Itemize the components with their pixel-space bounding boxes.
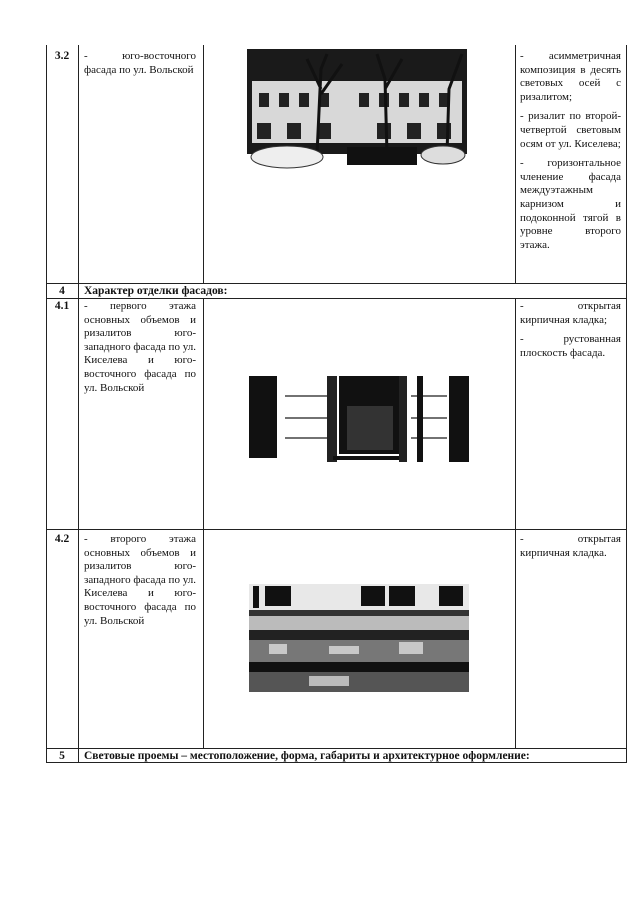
note-item: - ризалит по второй-четвертой световым осям от ул. Киселева;	[520, 110, 621, 150]
note-item: - асимметричная композиция в десять световых осей с ризалитом;	[520, 50, 621, 103]
row-number: 4	[59, 285, 65, 297]
section-heading: Световые проемы – местоположение, форма, габариты и архитектурное оформление:	[84, 750, 530, 762]
row-divider-5	[46, 748, 627, 749]
row-number: 4.1	[54, 300, 70, 312]
row-description: - второго этажа основных объемов и ризалитов юго-западного фасада по ул. Киселева и юго-восточного фасада по ул. Вольской	[84, 533, 196, 627]
section-heading: Характер отделки фасадов:	[84, 285, 228, 297]
row-divider-42	[46, 529, 627, 530]
table-border-right	[626, 45, 627, 763]
row-number: 3.2	[54, 50, 70, 62]
row-number: 4.2	[54, 533, 70, 545]
row-description: - юго-восточного фасада по ул. Вольской	[84, 50, 196, 76]
row-number: 5	[59, 750, 65, 762]
facade-photo-second-floor	[249, 584, 469, 692]
row-notes	[520, 50, 621, 258]
facade-table	[46, 45, 627, 763]
note-item: - горизонтальное членение фасада междуэтажным карнизом и подоконной тягой в уровне второго этажа.	[520, 157, 621, 251]
row-notes	[520, 300, 621, 366]
row-description: - первого этажа основных объемов и ризалитов юго-западного фасада по ул. Киселева и юго-восточного фасада по ул. Вольской	[84, 300, 196, 394]
row-divider-41	[46, 298, 627, 299]
table-border-bottom	[46, 762, 627, 763]
facade-photo-southeast	[247, 49, 467, 171]
row-divider-4	[46, 283, 627, 284]
table-border-col3b	[515, 298, 516, 748]
note-item: - рустованная плоскость фасада.	[520, 333, 621, 359]
note-item: - открытая кирпичная кладка;	[520, 300, 621, 326]
table-border-left	[46, 45, 47, 763]
table-border-col1	[78, 45, 79, 763]
table-border-col2b	[203, 298, 204, 748]
table-border-col3	[515, 45, 516, 283]
table-border-col2	[203, 45, 204, 283]
facade-photo-first-floor	[249, 376, 469, 462]
row-notes	[520, 533, 621, 566]
note-item: - открытая кирпичная кладка.	[520, 533, 621, 559]
